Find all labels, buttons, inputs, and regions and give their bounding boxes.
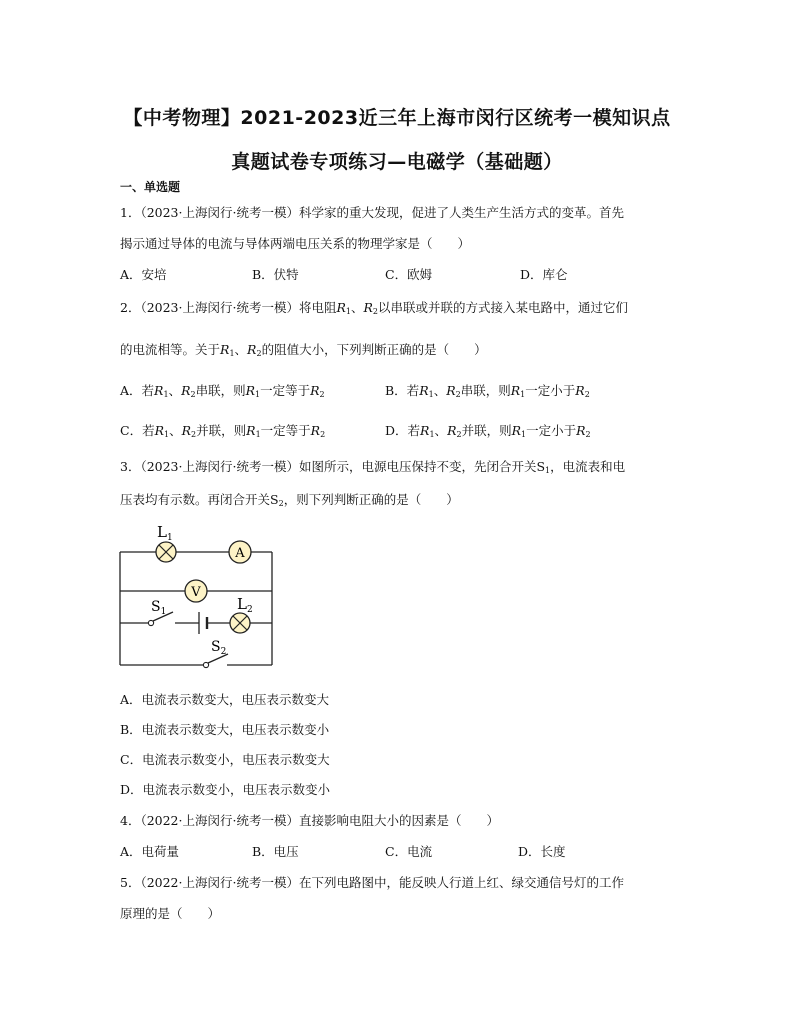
svg-text:V: V <box>191 585 201 600</box>
q2-option-d: D．若$R_1$、$R_2$并联，则$R_1$一定小于$R_2$ <box>385 423 591 439</box>
q1-option-a: A．安培 <box>120 267 167 282</box>
q3-stem-line1: 3．（2023·上海闵行·统考一模）如图所示，电源电压保持不变，先闭合开关$S_1$，电流表和电 <box>120 459 626 475</box>
q5-stem-line2: 原理的是（ ） <box>120 906 221 921</box>
voltmeter <box>185 580 207 602</box>
q4-option-a: A．电荷量 <box>120 844 180 859</box>
q2-option-a: A．若$R_1$、$R_2$串联，则$R_1$一定等于$R_2$ <box>120 383 325 399</box>
q2-stem-line1: 2．（2023·上海闵行·统考一模）将电阻$R_1$、$R_2$以串联或并联的方式接入某电路中，通过它们 <box>120 300 629 316</box>
q2-stem-line2: 的电流相等。关于$R_1$、$R_2$的阻值大小，下列判断正确的是（ ） <box>120 342 487 358</box>
q3-option-c: C．电流表示数变小，电压表示数变大 <box>120 752 330 767</box>
q4-stem: 4．（2022·上海闵行·统考一模）直接影响电阻大小的因素是（ ） <box>120 813 499 828</box>
label-l1: $L_1$ <box>157 523 173 543</box>
label-s1: $S_1$ <box>151 599 167 617</box>
label-l2: $L_2$ <box>237 595 253 615</box>
q4-option-b: B．电压 <box>252 844 299 859</box>
q2-option-b: B．若$R_1$、$R_2$串联，则$R_1$一定小于$R_2$ <box>385 383 590 399</box>
circuit-diagram <box>115 523 285 673</box>
q1-option-c: C．欧姆 <box>385 267 433 282</box>
q2-option-c: C．若$R_1$、$R_2$并联，则$R_1$一定等于$R_2$ <box>120 423 326 439</box>
q4-option-c: C．电流 <box>385 844 433 859</box>
q3-stem-line2: 压表均有示数。再闭合开关$S_2$，则下列判断正确的是（ ） <box>120 492 459 508</box>
section-heading: 一、单选题 <box>120 180 181 194</box>
q1-option-b: B．伏特 <box>252 267 299 282</box>
document-title-line1: 【中考物理】2021-2023近三年上海市闵行区统考一模知识点 <box>123 107 671 129</box>
q3-option-b: B．电流表示数变大，电压表示数变小 <box>120 722 330 737</box>
ammeter <box>229 541 251 563</box>
q1-stem-line1: 1．（2023·上海闵行·统考一模）科学家的重大发现，促进了人类生产生活方式的变革。首先 <box>120 205 624 220</box>
document-title-line2: 真题试卷专项练习—电磁学（基础题） <box>231 151 563 173</box>
svg-text:A: A <box>235 546 245 561</box>
lamp-l1 <box>156 542 176 562</box>
q4-option-d: D．长度 <box>518 844 566 859</box>
lamp-l2 <box>230 613 250 633</box>
label-s2: $S_2$ <box>211 639 227 657</box>
q1-stem-line2: 揭示通过导体的电流与导体两端电压关系的物理学家是（ ） <box>120 236 471 251</box>
q3-option-a: A．电流表示数变大，电压表示数变大 <box>120 692 330 707</box>
q1-option-d: D．库仑 <box>520 267 568 282</box>
q3-option-d: D．电流表示数变小，电压表示数变小 <box>120 782 331 797</box>
battery <box>199 612 207 634</box>
q5-stem-line1: 5．（2022·上海闵行·统考一模）在下列电路图中，能反映人行道上红、绿交通信号灯的工作 <box>120 875 624 890</box>
